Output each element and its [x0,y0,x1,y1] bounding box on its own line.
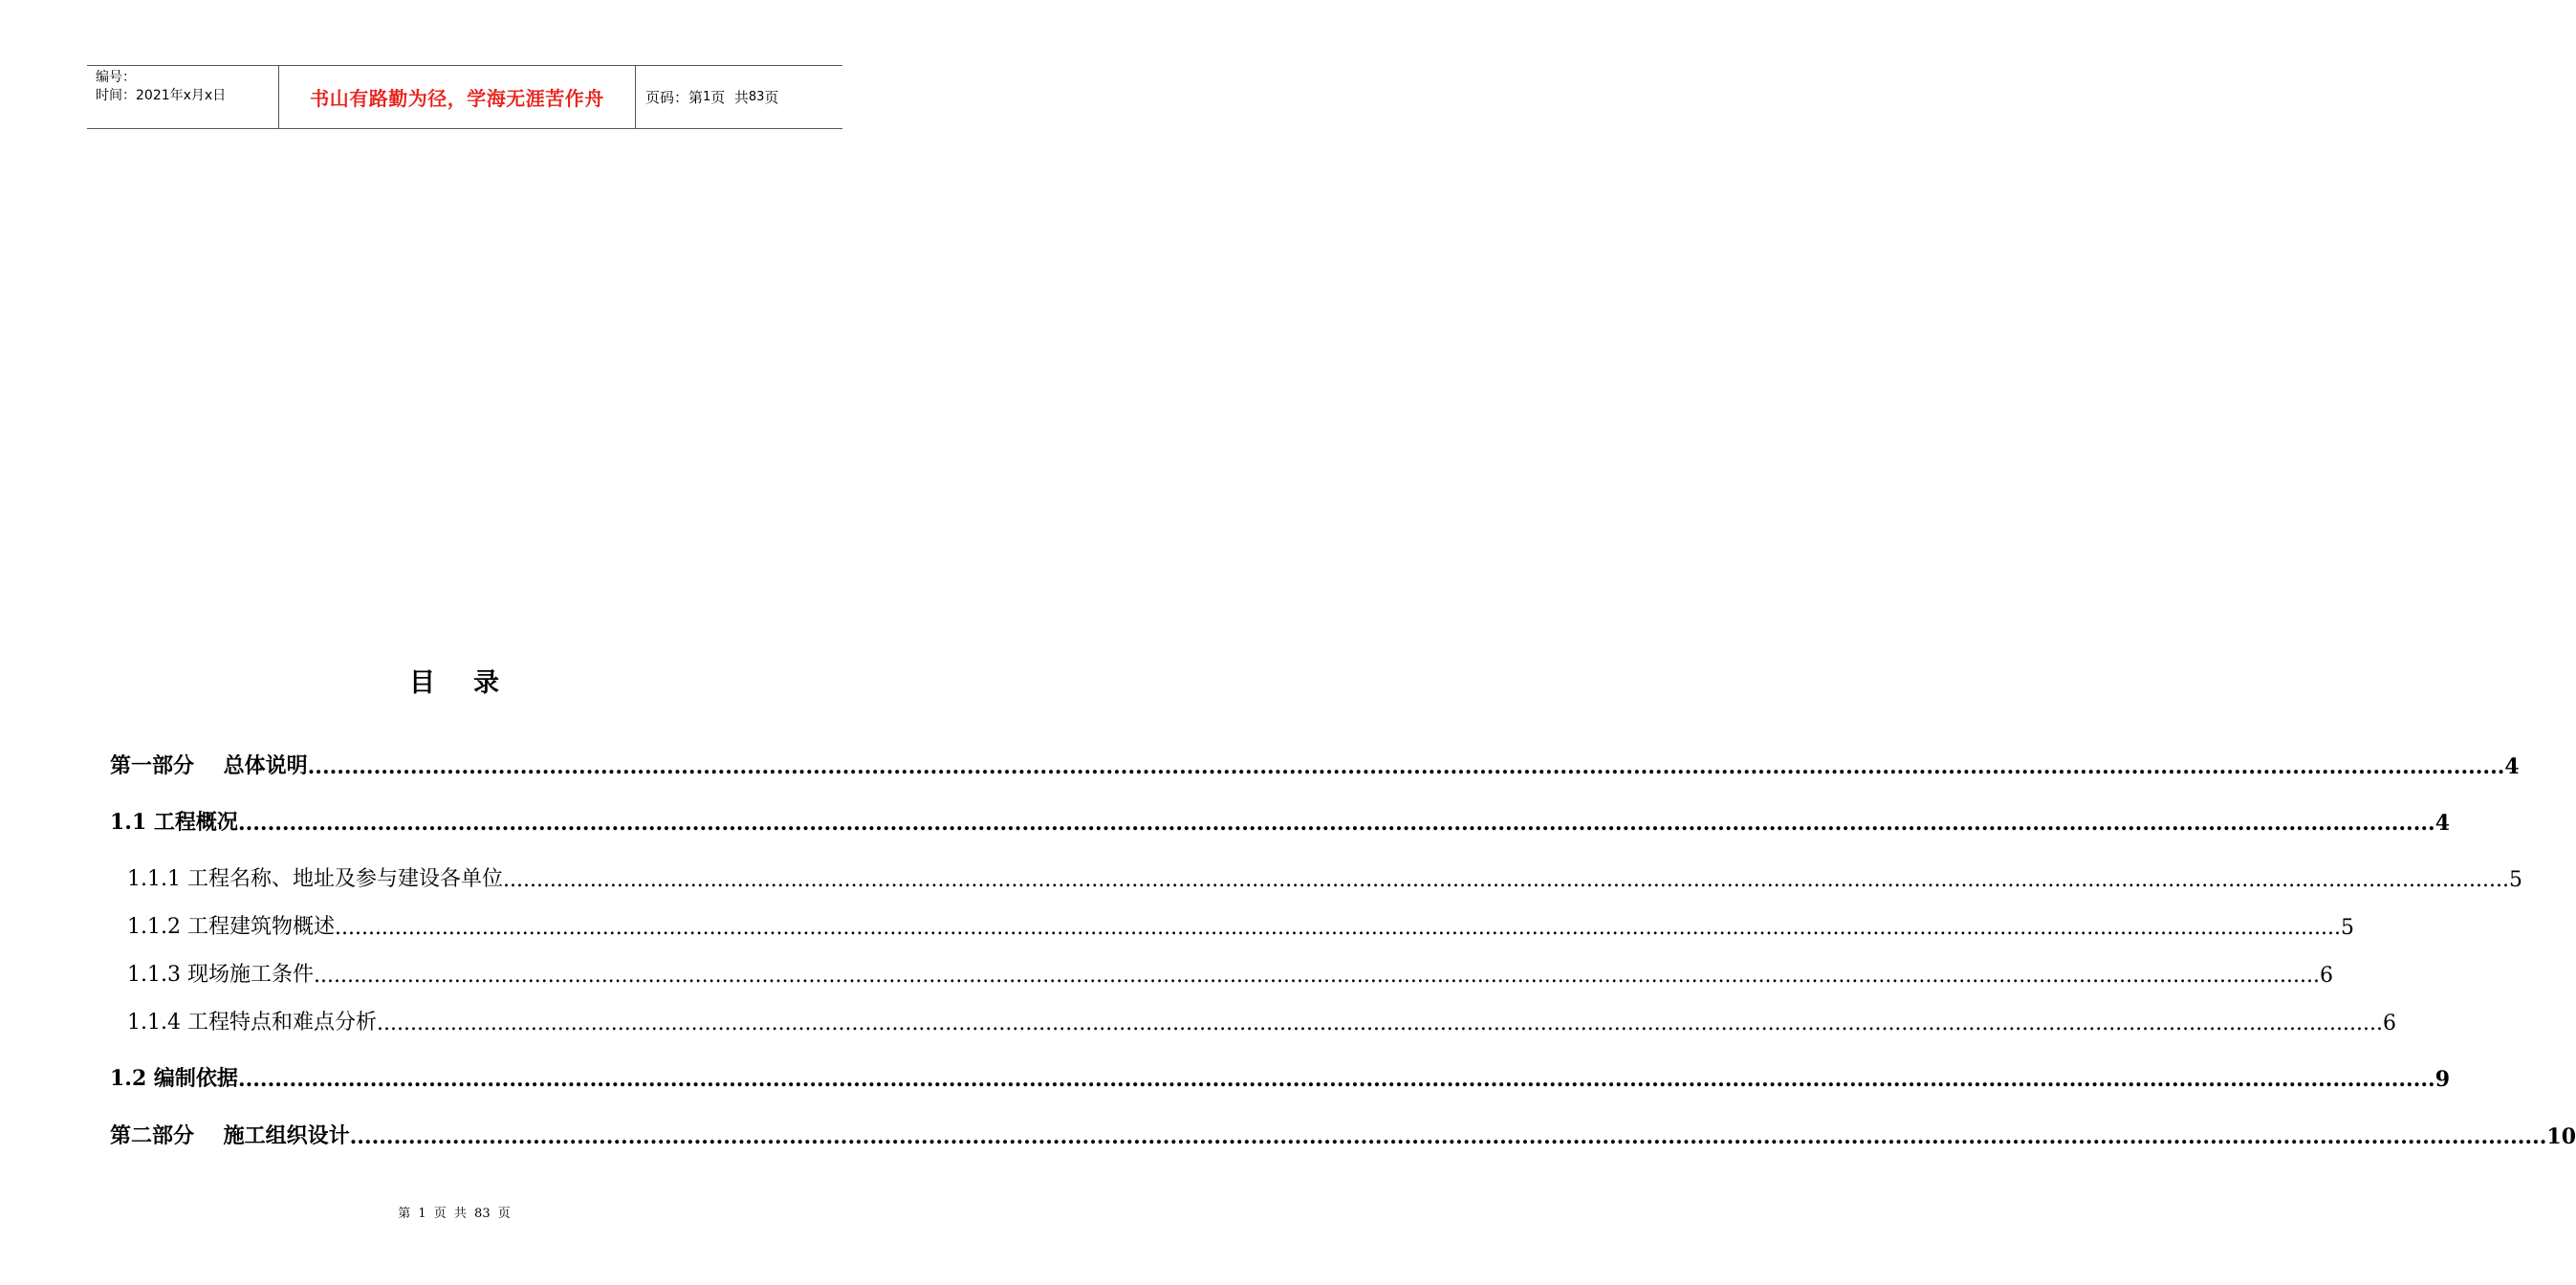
toc-entry[interactable] [127,1007,2396,1035]
toc-entry-label: 第二部分 施工组织设计 [110,1124,350,1148]
page-mid: 页 共 [710,89,749,106]
toc-entry-label: 1.1.1 工程名称、地址及参与建设各单位 [127,867,503,891]
toc-entry-page: 4 [2434,811,2451,836]
header-motto-cell [279,66,636,128]
page-header [87,65,842,129]
page-current: 1 [703,90,711,104]
toc-leader: ............................................................................................................................................................................................................................................................................................................ [237,1067,2435,1092]
page-total: 83 [748,90,765,104]
toc-leader: ............................................................................................................................................................................................................................................................................................................ [237,811,2435,836]
toc-entry[interactable] [127,959,2333,988]
toc-leader: ............................................................................................................................................................................................................................................................................................................ [307,754,2505,779]
toc-entry[interactable] [127,911,2354,940]
toc-leader: ............................................................................................................................................................................................................................................................................................................ [334,916,2341,940]
toc-leader: ............................................................................................................................................................................................................................................................................................................ [502,868,2509,892]
toc-entry-label: 1.1 工程概况 [110,810,238,835]
toc-entry-page: 6 [2382,1012,2396,1035]
page-prefix: 页码：第 [645,89,704,106]
document-number-label: 编号： [96,70,136,85]
toc-entry-page: 10 [2546,1124,2576,1149]
toc-entry-page: 5 [2340,916,2354,940]
toc-entry-page: 9 [2434,1067,2451,1092]
toc-entry[interactable] [110,1121,2576,1149]
toc-entry-page: 4 [2504,754,2520,779]
toc-entry-label: 1.1.2 工程建筑物概述 [127,915,335,939]
toc-entry-label: 1.2 编制依据 [110,1066,238,1091]
toc-entry-page: 6 [2319,964,2333,988]
header-page-cell [636,66,842,128]
toc-entry[interactable] [127,863,2522,892]
header-meta-cell [87,66,279,128]
toc-entry[interactable] [110,1063,2451,1092]
toc-entry[interactable] [110,751,2520,779]
page-footer: 第 1 页 共 83 页 [398,1207,511,1221]
toc-leader: ............................................................................................................................................................................................................................................................................................................ [313,964,2320,988]
toc-leader: ............................................................................................................................................................................................................................................................................................................ [376,1012,2383,1035]
page-suffix: 页 [764,89,779,106]
header-motto: 书山有路勤为径，学海无涯苦作舟 [310,87,604,110]
toc-entry[interactable] [110,807,2451,836]
toc-entry-label: 第一部分 总体说明 [110,754,308,778]
document-time-label: 时间：2021年x月x日 [96,88,227,103]
toc-entry-label: 1.1.3 现场施工条件 [127,963,314,987]
toc-leader: ............................................................................................................................................................................................................................................................................................................ [349,1124,2547,1149]
toc-title: 目录 [409,668,537,698]
toc-entry-page: 5 [2508,868,2522,892]
toc-entry-label: 1.1.4 工程特点和难点分析 [127,1011,377,1035]
